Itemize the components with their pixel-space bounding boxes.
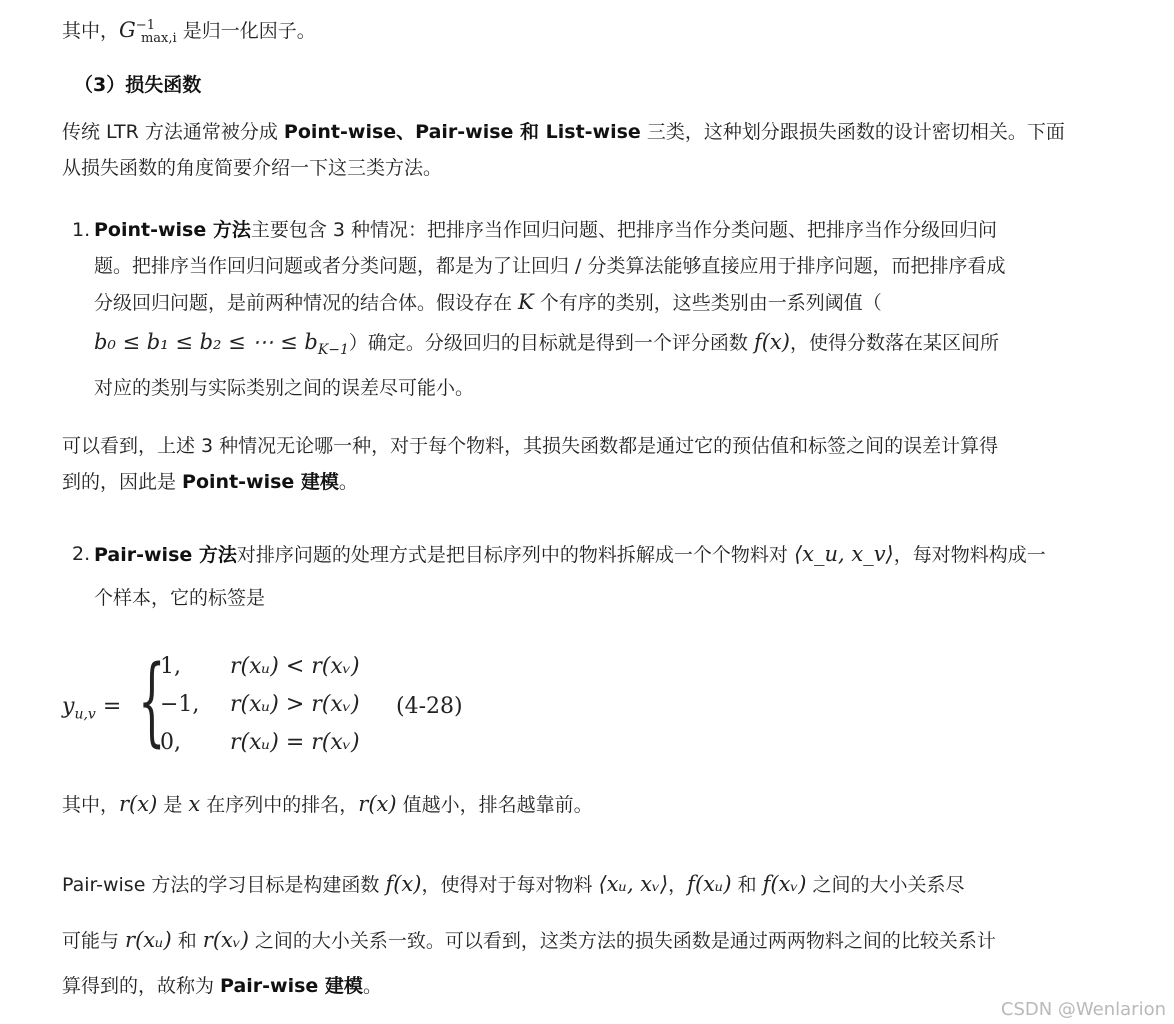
- para4-l2-c: 之间的大小关系一致。可以看到，这类方法的损失函数是通过两两物料之间的比较关系计: [248, 930, 996, 952]
- para4-l1-c: ，: [668, 874, 688, 896]
- para1-line2: 从损失函数的角度简要介绍一下这三类方法。: [62, 157, 443, 179]
- left-brace: {: [138, 645, 166, 757]
- para4-bold: Pair-wise 建模: [220, 975, 363, 997]
- para4-l1-b: ，使得对于每对物料: [421, 874, 599, 896]
- para2-bold: Point-wise 建模: [182, 471, 339, 493]
- item2-line2: 个样本，它的标签是: [94, 587, 266, 609]
- item1-line2: 题。把排序当作回归问题或者分类问题，都是为了让回归 / 分类算法能够直接应用于排序问题，而把排序看成: [94, 255, 1006, 277]
- pair-symbol: ⟨x_u, x_v⟩: [793, 542, 894, 566]
- item1-text1: 主要包含 3 种情况：把排序当作回归问题、把排序当作分类问题、把排序当作分级回归问: [250, 219, 998, 241]
- equation-lhs: [62, 694, 121, 722]
- para4-l1-d: 和: [731, 874, 763, 896]
- para4-l1-e: 之间的大小关系尽: [806, 874, 965, 896]
- case-value: 0,: [160, 730, 181, 755]
- watermark: CSDN @Wenlarion: [1000, 999, 1166, 1020]
- item2-number: 2.: [72, 543, 91, 565]
- x-symbol: x: [188, 792, 201, 816]
- rxv-symbol: r(xᵥ): [202, 928, 249, 952]
- case-value: −1,: [160, 692, 200, 717]
- g-sub: max,i: [140, 31, 177, 47]
- item2-line1: [94, 536, 1046, 573]
- item2-l1-b: ，每对物料构成一: [893, 544, 1046, 566]
- item1-line3: [94, 284, 882, 321]
- threshold-text: b₀ ≤ b₁ ≤ b₂ ≤ ⋯ ≤ b: [94, 330, 318, 354]
- case-condition: r(xᵤ) = r(xᵥ): [230, 730, 360, 755]
- rx-symbol: r(x): [358, 792, 397, 816]
- rxu-symbol: r(xᵤ): [125, 928, 172, 952]
- rx-symbol: r(x): [119, 792, 158, 816]
- pair-symbol: ⟨xᵤ, xᵥ⟩: [598, 872, 669, 896]
- para4-l1-a: Pair-wise 方法的学习目标是构建函数: [62, 874, 386, 896]
- intro-line: [62, 8, 316, 57]
- lhs-y: y: [62, 694, 75, 719]
- para3: [62, 786, 593, 823]
- equation-number: (4-28): [396, 694, 463, 719]
- case-value: 1,: [160, 654, 181, 679]
- para1-text-a: 传统 LTR 方法通常被分成: [62, 121, 284, 143]
- intro-suffix: 是归一化因子。: [176, 20, 316, 42]
- item1-l3-a: 分级回归问题，是前两种情况的结合体。假设存在: [94, 292, 519, 314]
- para3-b: 是: [157, 794, 189, 816]
- lhs-sub: u,v: [74, 706, 96, 723]
- item1-line1: [94, 212, 997, 248]
- para4-l3-c: 。: [362, 975, 382, 997]
- para4-l2-b: 和: [171, 930, 203, 952]
- para2-l2-a: 到的，因此是: [62, 471, 183, 493]
- item1-bold: Point-wise 方法: [94, 219, 251, 241]
- item2-bold: Pair-wise 方法: [94, 544, 237, 566]
- fx-symbol: f(x): [385, 872, 422, 896]
- threshold-chain: [94, 330, 349, 359]
- fxu-symbol: f(xᵤ): [687, 872, 732, 896]
- para2-line1: 可以看到，上述 3 种情况无论哪一种，对于每个物料，其损失函数都是通过它的预估值和标签之间的误差计算得: [62, 435, 999, 457]
- para4-line2: [62, 922, 996, 959]
- item1-l4-b: ，使得分数落在某区间所: [789, 332, 999, 354]
- g-sup: −1: [135, 18, 155, 33]
- item1-line5: 对应的类别与实际类别之间的误差尽可能小。: [94, 377, 475, 399]
- item1-l4-a: ）确定。分级回归的目标就是得到一个评分函数: [348, 332, 754, 354]
- item1-l3-b: 个有序的类别，这些类别由一系列阈值（: [533, 292, 882, 314]
- equation-4-28: [62, 645, 542, 765]
- para4-line1: [62, 866, 965, 903]
- item1-line4: [94, 324, 999, 368]
- para4-line3: [62, 968, 382, 1004]
- para1-line1: [62, 114, 1065, 150]
- para3-c: 在序列中的排名，: [200, 794, 359, 816]
- para2-line2: [62, 464, 358, 500]
- para2-l2-c: 。: [338, 471, 358, 493]
- intro-prefix: 其中，: [62, 20, 120, 42]
- section-heading: （3）损失函数: [74, 74, 202, 96]
- g-base: G: [119, 18, 136, 42]
- item2-l1-a: 对排序问题的处理方式是把目标序列中的物料拆解成一个个物料对: [236, 544, 794, 566]
- g-symbol: [119, 18, 177, 47]
- para3-d: 值越小，排名越靠前。: [396, 794, 593, 816]
- case-condition: r(xᵤ) > r(xᵥ): [230, 692, 360, 717]
- threshold-sub: K−1: [317, 342, 349, 359]
- para1-text-c: 三类，这种划分跟损失函数的设计密切相关。下面: [640, 121, 1065, 143]
- fx-symbol: f(x): [753, 330, 790, 354]
- para4-l3-a: 算得到的，故称为: [62, 975, 221, 997]
- para3-a: 其中，: [62, 794, 120, 816]
- equals-sign: =: [95, 694, 122, 719]
- para4-l2-a: 可能与: [62, 930, 126, 952]
- k-symbol: K: [518, 290, 534, 314]
- para1-bold: Point-wise、Pair-wise 和 List-wise: [283, 121, 641, 143]
- item1-number: 1.: [72, 219, 91, 241]
- fxv-symbol: f(xᵥ): [762, 872, 807, 896]
- case-condition: r(xᵤ) < r(xᵥ): [230, 654, 360, 679]
